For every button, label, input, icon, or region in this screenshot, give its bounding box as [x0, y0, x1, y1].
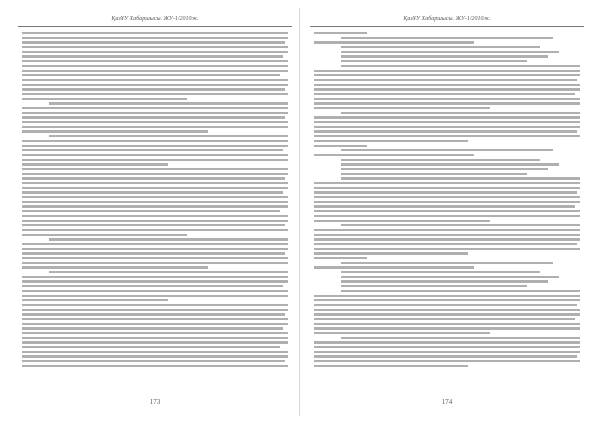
left-body-text [22, 32, 288, 384]
text-line [22, 145, 288, 147]
text-line [341, 149, 554, 151]
text-line [22, 304, 288, 306]
text-line [22, 224, 285, 226]
text-line [341, 337, 580, 339]
text-line [22, 140, 288, 142]
text-line [22, 365, 288, 367]
text-line [22, 229, 288, 231]
text-line [22, 355, 288, 357]
text-line [22, 177, 285, 179]
text-line [314, 79, 577, 81]
text-line [314, 88, 580, 90]
text-line [22, 93, 288, 95]
text-line [22, 201, 288, 203]
text-line [341, 37, 554, 39]
text-line [314, 126, 580, 128]
text-line [314, 84, 580, 86]
page-number-left: 173 [149, 398, 161, 406]
text-line [314, 98, 580, 100]
text-line [22, 32, 288, 34]
text-line [22, 234, 187, 236]
text-line [341, 276, 559, 278]
text-line [314, 346, 580, 348]
left-page [18, 14, 292, 412]
text-line [22, 187, 288, 189]
text-line [341, 280, 548, 282]
text-line [314, 360, 580, 362]
text-line [22, 220, 288, 222]
text-line [341, 55, 548, 57]
text-line [341, 177, 580, 179]
text-line [314, 234, 580, 236]
text-line [314, 327, 580, 329]
text-line [22, 210, 280, 212]
text-line [314, 243, 577, 245]
text-line [314, 205, 575, 207]
text-line [314, 145, 367, 147]
text-line [22, 116, 285, 118]
text-line [49, 238, 288, 240]
text-line [22, 327, 283, 329]
text-line [314, 248, 580, 250]
gutter [299, 8, 300, 416]
text-line [22, 323, 288, 325]
text-line [341, 224, 580, 226]
text-line [314, 41, 474, 43]
text-line [341, 163, 559, 165]
text-line [341, 262, 554, 264]
text-line [22, 196, 288, 198]
text-line [314, 365, 468, 367]
text-line [22, 88, 285, 90]
text-line [341, 173, 527, 175]
text-line [22, 182, 288, 184]
text-line [22, 84, 288, 86]
text-line [22, 112, 288, 114]
text-line [22, 276, 288, 278]
text-line [22, 154, 288, 156]
text-line [314, 252, 468, 254]
text-line [22, 37, 288, 39]
text-line [314, 107, 490, 109]
text-line [314, 238, 580, 240]
text-line [314, 102, 580, 104]
text-line [22, 332, 288, 334]
text-line [314, 93, 575, 95]
text-line [314, 351, 580, 353]
text-line [314, 299, 580, 301]
text-line [49, 102, 288, 104]
text-line [22, 65, 288, 67]
text-line [22, 107, 288, 109]
text-line [22, 313, 285, 315]
text-line [314, 70, 580, 72]
text-line [314, 309, 580, 311]
right-page [310, 14, 584, 412]
text-line [314, 220, 490, 222]
text-line [341, 290, 580, 292]
text-line [314, 187, 580, 189]
text-line [341, 285, 527, 287]
page-number-right: 174 [441, 398, 453, 406]
text-line [22, 98, 187, 100]
text-line [341, 159, 541, 161]
text-line [22, 205, 288, 207]
text-line [22, 70, 288, 72]
text-line [314, 313, 580, 315]
text-line [22, 285, 283, 287]
text-line [314, 196, 580, 198]
text-line [314, 355, 577, 357]
text-line [22, 60, 288, 62]
text-line [314, 323, 580, 325]
text-line [22, 266, 208, 268]
text-line [314, 74, 580, 76]
text-line [22, 299, 168, 301]
text-line [22, 191, 283, 193]
text-line [314, 318, 575, 320]
text-line [22, 295, 288, 297]
text-line [22, 126, 288, 128]
text-line [314, 266, 474, 268]
right-body-text [314, 32, 580, 384]
text-line [22, 74, 280, 76]
text-line [22, 346, 280, 348]
text-line [22, 318, 288, 320]
text-line [22, 168, 288, 170]
text-line [341, 271, 541, 273]
text-line [314, 116, 580, 118]
text-line [22, 41, 285, 43]
text-line [314, 201, 580, 203]
running-head-left: ҚазҰУ Хабаршысы. ЖУ-1/2010ж. [18, 14, 292, 27]
text-line [22, 55, 283, 57]
text-line [22, 290, 288, 292]
text-line [49, 271, 288, 273]
text-line [314, 140, 468, 142]
text-line [314, 121, 580, 123]
text-line [314, 135, 580, 137]
text-line [22, 309, 288, 311]
text-line [22, 215, 288, 217]
text-line [314, 304, 577, 306]
text-line [22, 149, 283, 151]
text-line [314, 332, 490, 334]
text-line [314, 215, 580, 217]
text-line [22, 252, 285, 254]
text-line [22, 337, 288, 339]
text-line [22, 243, 288, 245]
text-line [314, 154, 474, 156]
running-head-right: ҚазҰУ Хабаршысы. ЖУ-1/2010ж. [310, 14, 584, 27]
text-line [22, 173, 288, 175]
text-line [22, 280, 288, 282]
text-line [314, 210, 580, 212]
text-line [22, 360, 285, 362]
text-line [22, 262, 288, 264]
text-line [22, 130, 208, 132]
text-line [314, 191, 577, 193]
text-line [22, 121, 288, 123]
text-line [22, 159, 288, 161]
text-line [341, 168, 548, 170]
text-line [49, 135, 288, 137]
text-line [341, 60, 527, 62]
text-line [22, 351, 288, 353]
text-line [22, 163, 168, 165]
text-line [22, 46, 288, 48]
text-line [314, 295, 580, 297]
text-line [314, 229, 580, 231]
text-line [22, 341, 288, 343]
text-line [314, 130, 577, 132]
text-line [314, 257, 367, 259]
text-line [341, 65, 580, 67]
text-line [314, 182, 580, 184]
text-line [314, 32, 367, 34]
text-line [22, 79, 288, 81]
text-line [22, 51, 288, 53]
text-line [341, 112, 580, 114]
text-line [22, 248, 288, 250]
text-line [341, 46, 541, 48]
text-line [341, 51, 559, 53]
text-line [22, 257, 288, 259]
text-line [314, 341, 580, 343]
